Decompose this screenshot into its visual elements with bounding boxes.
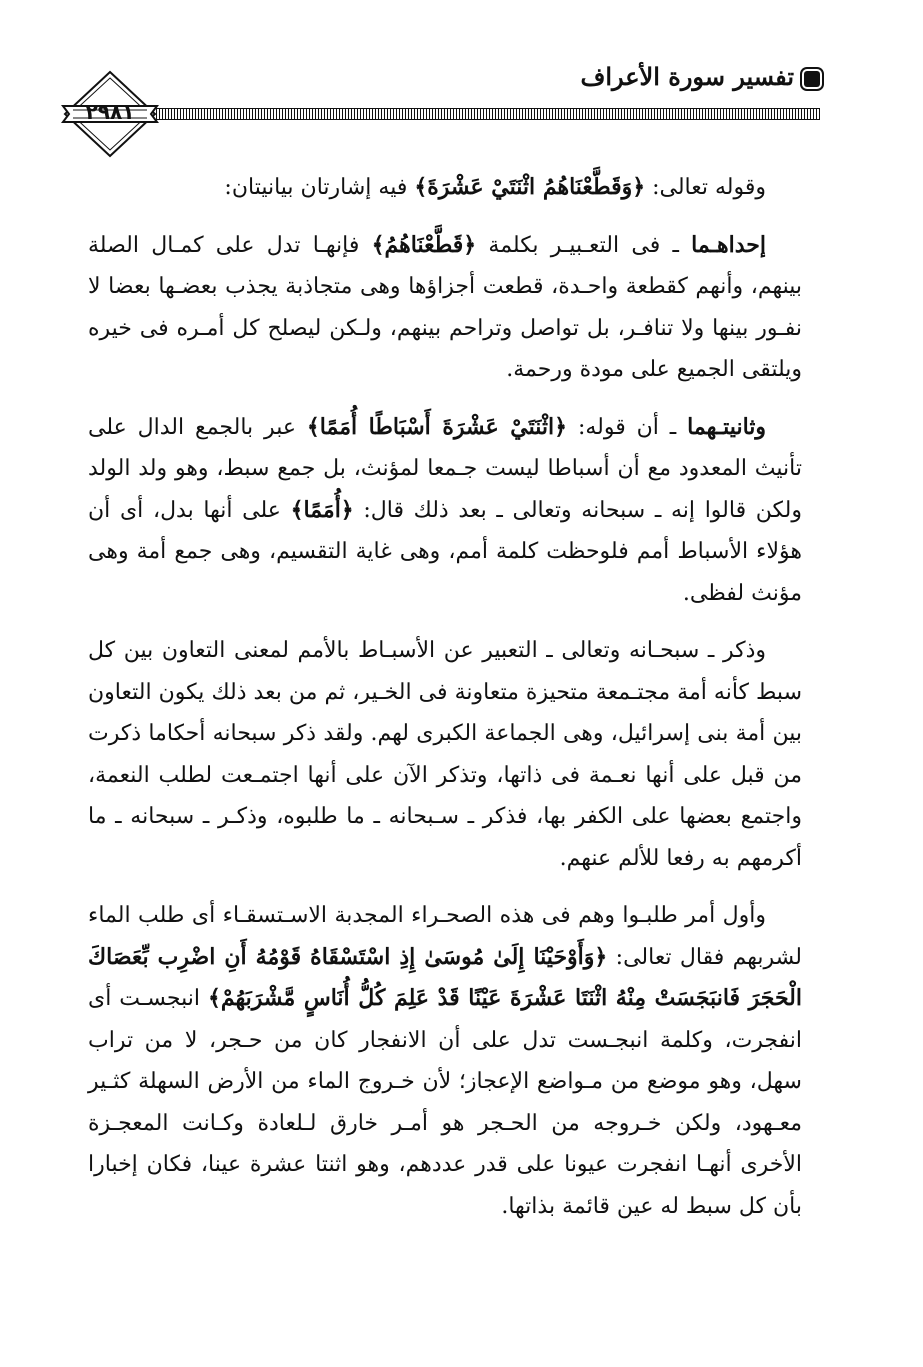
- text-span: عبر بالجمع الدال على تأنيث المعدود مع أن أسباطا ليست جـمعا لمؤنث، بل جمع سبط، وهو ولد الولد ولكن قالوا إنه ـ سبحانه وتعالى ـ بعد ذلك قال:: [88, 414, 802, 523]
- page-header: [55, 60, 820, 160]
- quran-verse: ﴿قَطَّعْنَاهُمُ﴾: [371, 231, 477, 258]
- text-span: فيه إشارتان بيانيتان:: [224, 175, 415, 200]
- paragraph-3: [88, 407, 802, 615]
- paragraph-4: [88, 630, 802, 879]
- page-number: ٢٩٨١: [85, 100, 135, 124]
- text-span: ـ فى التعـبيـر بكلمة: [476, 232, 692, 258]
- lead-word: وثانيتـهما: [687, 413, 767, 440]
- ornament-icon: [804, 71, 820, 87]
- paragraph-2: [88, 225, 802, 391]
- lead-word: إحداهـما: [691, 231, 767, 258]
- paragraph-1: [88, 167, 802, 209]
- quran-verse: ﴿أُمَمًا﴾: [290, 496, 354, 523]
- text-span: وقوله تعالى:: [645, 175, 766, 200]
- text-span: ـ أن قوله:: [567, 414, 688, 440]
- text-span: وأول أمر طلبـوا وهم فى هذه الصحـراء المجدبة الاسـتسقـاء أى طلب الماء لشربهم فقال تعالى:: [88, 903, 803, 970]
- running-title-text: تفسير سورة الأعراف: [580, 62, 794, 91]
- quran-verse: ﴿اثْنَتَيْ عَشْرَةَ أَسْبَاطًا أُمَمًا﴾: [306, 413, 568, 440]
- page-number-badge: [55, 68, 165, 160]
- running-title: [580, 62, 820, 91]
- main-text: [88, 167, 802, 1243]
- header-rule: [147, 108, 820, 120]
- quran-verse: ﴿وَأَوْحَيْنَا إِلَىٰ مُوسَىٰ إِذِ اسْتَسْقَاهُ قَوْمُهُ أَنِ اضْرِب بِّعَصَاكَ الْحَجَرَ فَانبَجَسَتْ مِنْهُ اثْنَتَا عَشْرَةَ عَيْنًا قَدْ عَلِمَ كُلُّ أُنَاسٍ مَّشْرَبَهُمْ﴾: [88, 943, 802, 1011]
- text-span: فإنهـا تدل على كمـال الصلة بينهم، وأنهم كقطعة واحـدة، قطعت أجزاؤها وهى متجاذبة يجذب بعضـها بعضا لا نفـور بينها ولا تنافـر، بل تواصل وتراحم بينهم، ولـكن ليصلح كل أمـره فى خيره ويلتقى الجميع على مودة ورحمة.: [88, 232, 802, 382]
- text-span: على أنها بدل، أى أن هؤلاء الأسباط أمم فلوحظت كلمة أمم، وهى غاية التقسيم، وهى جمع أمة وهى مؤنث لفظى.: [88, 497, 802, 606]
- text-span: وذكر ـ سبحـانه وتعالى ـ التعبير عن الأسبـاط بالأمم لمعنى التعاون بين كل سبط كأنه أمة مجتـمعة متحيزة متعاونة فى الخـير، ثم من بعد ذلك يكون التعاون بين أمة بنى إسرائيل، وهى الجماعة الكبرى لهم. ولقد ذكر سبحانه أحكاما ذكرت من قبل على أنها نعـمة فى ذاتها، وتذكر الآن على أنها اجتمـعت لطلب النعمة، واجتمع بعضها على الكفر بها، فذكر ـ سـبحانه ـ ما طلبوه، وذكـر ـ سبحانه ـ ما أكرمهم به رفعا للألم عنهم.: [88, 638, 802, 871]
- paragraph-5: [88, 895, 802, 1227]
- quran-verse: ﴿وَقَطَّعْنَاهُمُ اثْنَتَيْ عَشْرَةَ﴾: [414, 174, 646, 200]
- text-span: انبجسـت أى انفجرت، وكلمة انبجـست تدل على أن الانفجار كان من حـجر، لا من تراب سهل، وهو موضع من مـواضع الإعجاز؛ لأن خـروج الماء من الأرض السهلة كثـير معـهود، ولكن خـروجه من الحـجر هو أمـر خارق لـلعادة وكـانت المعجـزة الأخرى أنهـا انفجرت عيونا على قدر عددهم، وهو اثنتا عشرة عينا، فكان إخبارا بأن كل سبط له عين قائمة بذاتها.: [88, 986, 802, 1219]
